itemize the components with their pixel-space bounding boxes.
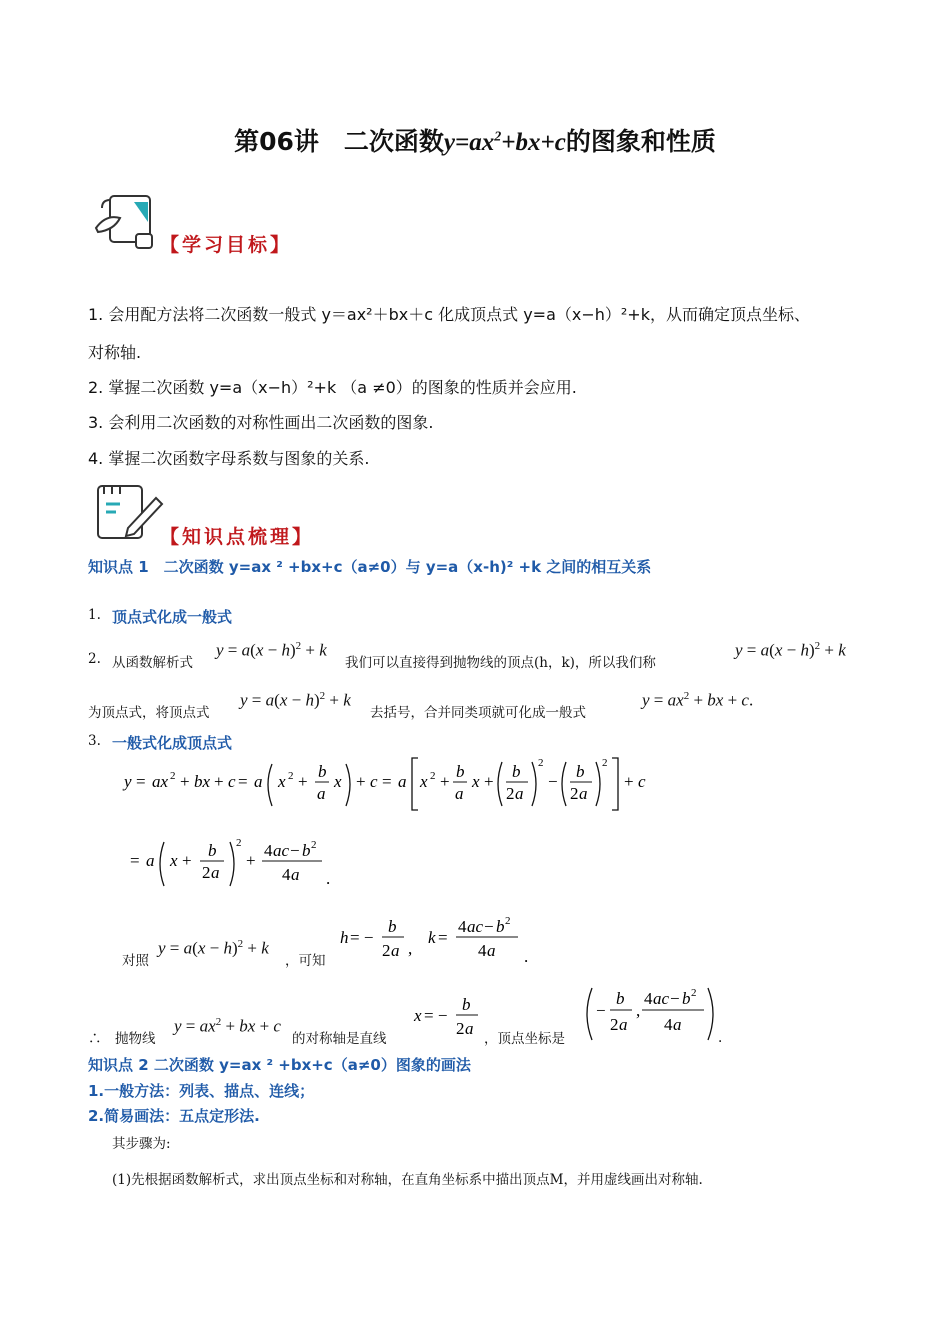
svg-text:+: + xyxy=(298,772,308,791)
svg-text:2: 2 xyxy=(570,784,579,803)
svg-text:a: a xyxy=(291,865,300,884)
svg-text:h: h xyxy=(340,928,349,947)
kp1-line2-b: 去括号，合并同类项就可化成一般式 xyxy=(370,705,586,721)
vertex-form-formula-3: $y = a(x - h)^2 + k$ xyxy=(240,690,351,710)
svg-text:x: x xyxy=(472,772,480,791)
svg-text:b: b xyxy=(208,841,217,860)
svg-text:−: − xyxy=(484,917,494,936)
svg-text:x: x xyxy=(334,772,342,791)
svg-text:4: 4 xyxy=(478,941,487,960)
kp1-item2-b: 我们可以直接得到抛物线的顶点(h，k)，所以我们称 xyxy=(345,655,656,671)
svg-text:+: + xyxy=(246,851,256,870)
notebook-pencil-icon xyxy=(92,480,166,546)
svg-text:ax: ax xyxy=(152,772,169,791)
svg-text:c: c xyxy=(638,772,646,791)
svg-text:=: = xyxy=(438,928,448,947)
kp2-method1: 1.一般方法：列表、描点、连线； xyxy=(88,1082,315,1100)
svg-text:ac: ac xyxy=(273,841,290,860)
objective-1: 1. 会用配方法将二次函数一般式 y＝ax²＋bx＋c 化成顶点式 y=a（x−h）²+k，从而确定顶点坐标、 xyxy=(88,305,810,324)
general-form-formula: $y = ax^2$ + bx + c. xyxy=(642,690,754,710)
svg-text:b: b xyxy=(616,989,625,1008)
svg-text:.: . xyxy=(326,869,331,888)
svg-text:=: = xyxy=(382,772,392,791)
svg-text:−: − xyxy=(670,989,680,1008)
kp1-item1-num: 1. xyxy=(88,607,101,623)
svg-text:a: a xyxy=(391,941,400,960)
svg-text:4: 4 xyxy=(458,917,467,936)
svg-text:2: 2 xyxy=(382,941,391,960)
objective-4: 4. 掌握二次函数字母系数与图象的关系. xyxy=(88,449,370,468)
kp1-heading: 知识点 1 二次函数 y=ax ² +bx+c（a≠0）与 y=a（x-h)² +k 之间的相互关系 xyxy=(88,558,652,576)
svg-text:x: x xyxy=(420,772,428,791)
goals-header: 【学习目标】 xyxy=(160,234,293,256)
svg-text:x: x xyxy=(414,1006,422,1025)
svg-text:c: c xyxy=(370,772,378,791)
svg-text:+: + xyxy=(440,772,450,791)
svg-text:+: + xyxy=(180,772,190,791)
svg-text:2: 2 xyxy=(610,1015,619,1034)
svg-text:ac: ac xyxy=(653,989,670,1008)
svg-text:= −: = − xyxy=(350,928,374,947)
kp2-steps-intro: 其步骤为: xyxy=(112,1136,171,1152)
vertex-form-formula: $y = a(x - h)^2 + k$ xyxy=(216,640,327,660)
svg-text:b: b xyxy=(462,995,471,1014)
svg-text:2: 2 xyxy=(202,863,211,882)
svg-text:c: c xyxy=(228,772,236,791)
kp2-method2: 2.简易画法：五点定形法. xyxy=(88,1107,260,1125)
kp1-item2-a: 从函数解析式 xyxy=(112,655,193,671)
svg-text:a: a xyxy=(619,1015,628,1034)
svg-text:y: y xyxy=(124,772,132,791)
kp1-item3: 一般式化成顶点式 xyxy=(112,734,233,752)
completing-square-line1 xyxy=(120,752,660,812)
svg-text:k: k xyxy=(428,928,436,947)
vertex-formula xyxy=(582,982,732,1044)
svg-text:2: 2 xyxy=(506,784,515,803)
svg-text:−: − xyxy=(596,1001,606,1020)
knowledge-header: 【知识点梳理】 xyxy=(160,526,315,548)
kp1-item2-num: 2. xyxy=(88,651,101,667)
svg-text:a: a xyxy=(673,1015,682,1034)
svg-text:=: = xyxy=(130,851,140,870)
svg-text:=: = xyxy=(136,772,146,791)
general-form-formula-2: $y = ax^2$ + bx + c xyxy=(174,1016,281,1036)
svg-text:a: a xyxy=(579,784,588,803)
svg-text:2: 2 xyxy=(311,839,317,851)
kp2-step1: (1)先根据函数解析式，求出顶点坐标和对称轴，在直角坐标系中描出顶点M，并用虚线画出对称轴. xyxy=(112,1172,703,1188)
svg-text:b: b xyxy=(302,841,311,860)
svg-text:a: a xyxy=(465,1019,474,1038)
vertex-form-formula-2: $y = a(x - h)^2 + k$ xyxy=(735,640,846,660)
svg-text:+: + xyxy=(182,851,192,870)
svg-text:+: + xyxy=(624,772,634,791)
objective-1-cont: 对称轴. xyxy=(88,343,142,362)
svg-text:,: , xyxy=(408,939,413,958)
svg-text:+: + xyxy=(484,772,494,791)
page-title: 第06讲 二次函数$y=ax^2+bx+c$的图象和性质 xyxy=(234,127,716,156)
objective-2: 2. 掌握二次函数 y=a（x−h）²+k （a ≠0）的图象的性质并会应用. xyxy=(88,378,577,397)
svg-text:2: 2 xyxy=(430,770,436,782)
svg-text:b: b xyxy=(318,762,327,781)
svg-text:b: b xyxy=(456,762,465,781)
kp1-compare: 对照 xyxy=(122,953,149,969)
svg-text:ac: ac xyxy=(467,917,484,936)
svg-text:a: a xyxy=(254,772,263,791)
svg-text:2: 2 xyxy=(236,837,242,849)
svg-text:a: a xyxy=(515,784,524,803)
svg-text:b: b xyxy=(576,762,585,781)
svg-text:2: 2 xyxy=(456,1019,465,1038)
svg-text:a: a xyxy=(317,784,326,803)
svg-text:−: − xyxy=(548,772,558,791)
kp1-item3-num: 3. xyxy=(88,733,101,749)
svg-text:+: + xyxy=(214,772,224,791)
svg-text:2: 2 xyxy=(691,987,697,999)
kp1-line2-a: 为顶点式，将顶点式 xyxy=(88,705,210,721)
svg-text:2: 2 xyxy=(505,915,511,927)
svg-text:=: = xyxy=(238,772,248,791)
svg-text:b: b xyxy=(496,917,505,936)
svg-text:4: 4 xyxy=(282,865,291,884)
svg-text:a: a xyxy=(146,851,155,870)
objective-3: 3. 会利用二次函数的对称性画出二次函数的图象. xyxy=(88,413,434,432)
svg-text:bx: bx xyxy=(194,772,211,791)
svg-text:2: 2 xyxy=(288,770,294,782)
kp1-period: . xyxy=(718,1030,723,1046)
svg-text:b: b xyxy=(388,917,397,936)
svg-text:,: , xyxy=(636,1001,641,1020)
svg-text:2: 2 xyxy=(170,770,176,782)
svg-text:x: x xyxy=(170,851,178,870)
kp1-know: ，可知 xyxy=(285,953,326,969)
svg-text:a: a xyxy=(211,863,220,882)
svg-text:a: a xyxy=(487,941,496,960)
svg-text:+: + xyxy=(356,772,366,791)
svg-text:2: 2 xyxy=(602,757,608,769)
kp1-item1: 顶点式化成一般式 xyxy=(112,608,233,626)
completing-square-line2 xyxy=(130,834,350,892)
scroll-quill-icon xyxy=(92,190,162,254)
svg-text:4: 4 xyxy=(644,989,653,1008)
kp1-axis-text: 的对称轴是直线 xyxy=(292,1031,387,1047)
kp2-heading: 知识点 2 二次函数 y=ax ² +bx+c（a≠0）图象的画法 xyxy=(88,1056,471,1074)
kp1-therefore: ∴ 抛物线 xyxy=(88,1031,156,1047)
kp1-vertex-text: ，顶点坐标是 xyxy=(484,1031,565,1047)
h-k-formulas xyxy=(338,910,548,966)
svg-text:.: . xyxy=(524,947,529,966)
svg-text:x: x xyxy=(278,772,286,791)
svg-text:2: 2 xyxy=(538,757,544,769)
svg-text:= −: = − xyxy=(424,1006,448,1025)
svg-text:a: a xyxy=(398,772,407,791)
svg-text:b: b xyxy=(512,762,521,781)
svg-text:−: − xyxy=(290,841,300,860)
vertex-form-formula-4: $y = a(x - h)^2 + k$ xyxy=(158,938,269,958)
svg-text:b: b xyxy=(682,989,691,1008)
svg-text:a: a xyxy=(455,784,464,803)
svg-text:4: 4 xyxy=(264,841,273,860)
svg-text:4: 4 xyxy=(664,1015,673,1034)
